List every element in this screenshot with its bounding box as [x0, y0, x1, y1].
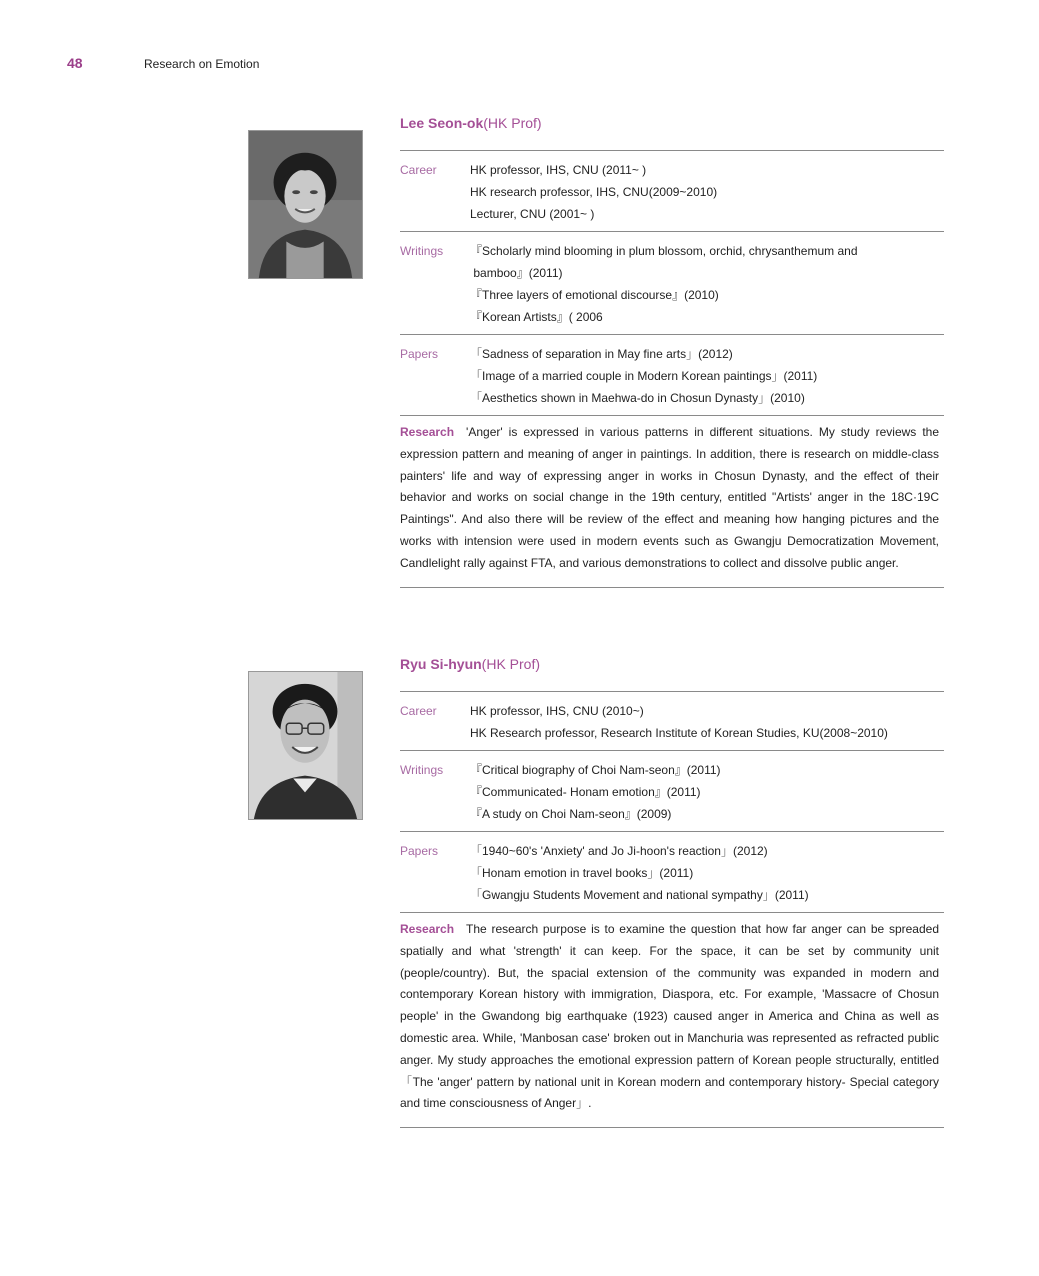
writing-item: 『Three layers of emotional discourse』(2010): [470, 288, 719, 302]
running-title: Research on Emotion: [144, 57, 260, 71]
writings-list: [470, 240, 944, 328]
writings-section: [400, 750, 944, 831]
person-name: Lee Seon-ok: [400, 115, 484, 131]
career-item: HK professor, IHS, CNU (2011~ ): [470, 163, 647, 177]
paper-item: 「Aesthetics shown in Maehwa-do in Chosun Dynasty」(2010): [470, 391, 805, 405]
career-item: Lecturer, CNU (2001~ ): [470, 207, 595, 221]
papers-section: [400, 334, 944, 415]
research-section: [400, 912, 944, 1128]
writings-section: [400, 231, 944, 334]
paper-item: 「Honam emotion in travel books」(2011): [470, 866, 694, 880]
page-number: 48: [67, 55, 83, 71]
writing-item: 『Korean Artists』( 2006: [470, 310, 603, 324]
papers-label: Papers: [400, 347, 439, 361]
writing-item: 『A study on Choi Nam-seon』(2009): [470, 807, 672, 821]
writing-item: 『Communicated- Honam emotion』(2011): [470, 785, 701, 799]
profile-name: [400, 115, 944, 150]
writing-item: 『Scholarly mind blooming in plum blossom, orchid, chrysanthemum and bamboo』(2011): [470, 244, 858, 280]
person-role: (HK Prof): [483, 115, 542, 131]
career-list: [470, 700, 944, 744]
paper-item: 「Sadness of separation in May fine arts」(2012): [470, 347, 733, 361]
career-item: HK professor, IHS, CNU (2010~): [470, 704, 644, 718]
career-item: HK Research professor, Research Institute of Korean Studies, KU(2008~2010): [470, 726, 888, 740]
paper-item: 「Image of a married couple in Modern Korean paintings」(2011): [470, 369, 818, 383]
writings-label: Writings: [400, 763, 444, 777]
papers-section: [400, 831, 944, 912]
portrait-photo: [248, 130, 363, 279]
research-label: Research: [400, 425, 455, 439]
person-name: Ryu Si-hyun: [400, 656, 482, 672]
profile-info: [400, 656, 944, 1128]
career-section: [400, 691, 944, 750]
research-section: [400, 415, 944, 588]
writing-item: 『Critical biography of Choi Nam-seon』(2011): [470, 763, 721, 777]
career-list: [470, 159, 944, 225]
paper-item: 「Gwangju Students Movement and national sympathy」(2011): [470, 888, 809, 902]
career-section: [400, 150, 944, 231]
papers-list: [470, 343, 944, 409]
career-item: HK research professor, IHS, CNU(2009~2010): [470, 185, 718, 199]
portrait-photo: [248, 671, 363, 820]
paper-item: 「1940~60's 'Anxiety' and Jo Ji-hoon's reaction」(2012): [470, 844, 768, 858]
research-label: Research: [400, 922, 455, 936]
papers-list: [470, 840, 944, 906]
research-text: The research purpose is to examine the question that how far anger can be spreaded spatially and what 'strength' it can keep. For the space, it can be set by community unit (people/country). But, the spacial extension of the community was expanded in modern and contemporary Korean history with immigration, Diaspora, etc. For example, 'Massacre of Chosun people' in the Gwandong big earthquake (1923) caused anger in America and China as well as domestic area. While, 'Manbosan case' broken out in Manchuria was represented as refracted public anger. My study approaches the emotional expression pattern of Korean people structurally, entitled「The 'anger' pattern by national unit in Korean modern and contemporary history- Special category and time consciousness of Anger」.: [400, 922, 939, 1111]
research-text: 'Anger' is expressed in various patterns in different situations. My study reviews the expression pattern and meaning of anger in paintings. In addition, there is research on middle-class painters' life and way of expressing anger in works in Chosun Dynasty, and the effect of their behavior and works on social change in the 19th century, entitled "Artists' anger in the 18C·19C Paintings". And also there will be review of the effect and meaning how hanging pictures and the works with intension were used in modern events such as Gwangju Democratization Movement, Candlelight rally against FTA, and various demonstrations to collect and dissolve public anger.: [400, 425, 939, 570]
person-role: (HK Prof): [481, 656, 541, 672]
career-label: Career: [400, 704, 437, 718]
writings-label: Writings: [400, 244, 444, 258]
papers-label: Papers: [400, 844, 439, 858]
writings-list: [470, 759, 944, 825]
profile-name: [400, 656, 944, 691]
profile-info: [400, 115, 944, 588]
career-label: Career: [400, 163, 437, 177]
